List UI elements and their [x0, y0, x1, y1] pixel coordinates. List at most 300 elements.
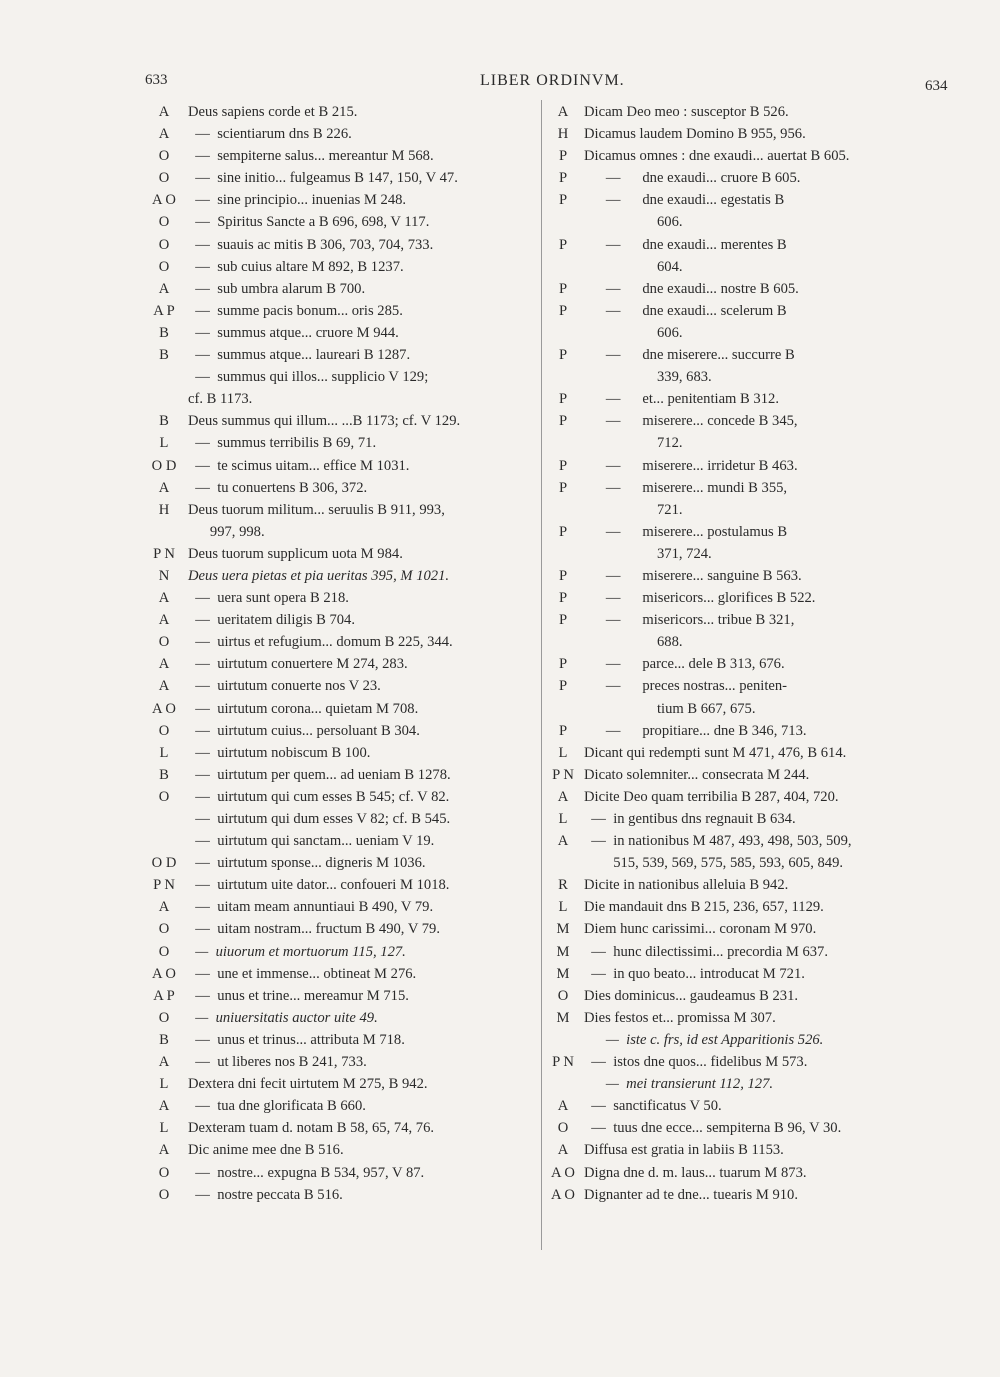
index-entry	[140, 256, 535, 278]
entry-text: Deus tuorum militum... seruulis B 911, 993,	[188, 501, 445, 518]
entry-siglum: P	[558, 347, 568, 364]
entry-siglum	[542, 852, 584, 874]
index-entry	[140, 344, 535, 366]
entry-siglum: L	[159, 1076, 169, 1093]
index-entry	[140, 742, 535, 764]
page-number-right: 634	[925, 78, 948, 94]
entry-siglum: P	[558, 391, 568, 408]
index-entry	[140, 1007, 535, 1029]
index-entry	[542, 300, 950, 322]
index-entry	[542, 896, 950, 918]
index-entry	[542, 698, 950, 720]
entry-text: — in quo beato... introducat M 721.	[584, 965, 805, 982]
entry-text: — suauis ac mitis B 306, 703, 704, 733.	[188, 236, 434, 253]
entry-text: Dignanter ad te dne... tuearis M 910.	[584, 1186, 798, 1203]
index-entry	[542, 1007, 950, 1029]
entry-text: — uirtutum uite dator... confoueri M 1018.	[188, 877, 450, 894]
entry-siglum	[542, 698, 584, 720]
entry-text: — uirtutum nobiscum B 100.	[188, 744, 371, 761]
entry-siglum	[542, 499, 584, 521]
entry-text: Dextera dni fecit uirtutem M 275, B 942.	[188, 1076, 428, 1093]
entry-siglum: A	[557, 104, 569, 120]
entry-text: — in nationibus M 487, 493, 498, 503, 509,	[584, 833, 852, 850]
index-entry	[140, 543, 535, 565]
entry-siglum: O	[158, 634, 170, 651]
entry-text: — tua dne glorificata B 660.	[188, 1098, 366, 1115]
entry-siglum: N	[158, 567, 170, 584]
entry-siglum: A	[557, 833, 569, 850]
entry-siglum: P	[558, 413, 568, 430]
entry-siglum: P	[558, 678, 568, 695]
entry-text: — preces nostras... peniten-	[584, 678, 788, 695]
index-entry	[140, 963, 535, 985]
entry-siglum	[542, 366, 584, 388]
entry-text: — summus atque... laureari B 1287.	[188, 347, 411, 364]
index-entry	[542, 477, 950, 499]
index-entry	[542, 1117, 950, 1139]
entry-text: Diem hunc carissimi... coronam M 970.	[584, 921, 817, 938]
entry-siglum: B	[159, 1031, 169, 1048]
entry-text: Deus sapiens corde et B 215.	[188, 104, 358, 120]
index-entry	[140, 896, 535, 918]
index-entry	[140, 985, 535, 1007]
entry-siglum: M	[556, 965, 570, 982]
entry-text: — dne exaudi... egestatis B	[584, 192, 785, 209]
entry-siglum: O	[158, 258, 170, 275]
index-entry	[542, 918, 950, 940]
entry-siglum: A	[158, 899, 170, 916]
index-entry	[542, 322, 950, 344]
entry-siglum: P	[558, 148, 568, 165]
entry-text: tium B 667, 675.	[584, 700, 756, 717]
index-entry	[140, 322, 535, 344]
index-entry	[542, 941, 950, 963]
entry-siglum: B	[159, 324, 169, 341]
entry-siglum: A	[158, 1054, 170, 1071]
entry-siglum: P	[558, 192, 568, 209]
entry-text: — summus atque... cruore M 944.	[188, 324, 399, 341]
entry-siglum: A O	[551, 1164, 575, 1181]
index-entry	[140, 366, 535, 388]
entry-text: — misericors... glorifices B 522.	[584, 590, 816, 607]
entry-siglum: M	[556, 921, 570, 938]
index-entry	[542, 985, 950, 1007]
entry-siglum: O	[158, 236, 170, 253]
index-entry	[140, 587, 535, 609]
entry-text: — propitiare... dne B 346, 713.	[584, 722, 807, 739]
index-entry	[542, 963, 950, 985]
entry-text: — sub cuius altare M 892, B 1237.	[188, 258, 404, 275]
entry-text: — parce... dele B 313, 676.	[584, 656, 785, 673]
index-entry	[140, 123, 535, 145]
entry-text: — une et immense... obtineat M 276.	[188, 965, 417, 982]
entry-siglum: H	[557, 126, 569, 143]
entry-text: 606.	[584, 324, 683, 341]
entry-text: — summe pacis bonum... oris 285.	[188, 302, 403, 319]
entry-text: — misericors... tribue B 321,	[584, 612, 795, 629]
entry-siglum: P	[558, 567, 568, 584]
entry-text: — uirtus et refugium... domum B 225, 344.	[188, 634, 453, 651]
index-entry	[140, 278, 535, 300]
entry-siglum: O	[158, 722, 170, 739]
index-entry	[140, 167, 535, 189]
entry-siglum: L	[558, 744, 568, 761]
index-entry	[542, 189, 950, 211]
index-entry	[140, 189, 535, 211]
entry-text: — miserere... postulamus B	[584, 523, 788, 540]
index-entry	[140, 1073, 535, 1095]
index-entry	[140, 499, 535, 521]
entry-text: — ut liberes nos B 241, 733.	[188, 1054, 367, 1071]
index-entry	[140, 609, 535, 631]
entry-siglum: M	[556, 1009, 570, 1026]
index-entry	[140, 455, 535, 477]
index-entry	[140, 830, 535, 852]
entry-text: — sine principio... inuenias M 248.	[188, 192, 407, 209]
entry-text: — tu conuertens B 306, 372.	[188, 479, 368, 496]
index-entry	[542, 808, 950, 830]
entry-text: — dne exaudi... scelerum B	[584, 302, 787, 319]
entry-siglum: B	[159, 347, 169, 364]
index-entry	[542, 543, 950, 565]
entry-text: Digna dne d. m. laus... tuarum M 873.	[584, 1164, 807, 1181]
entry-siglum: O	[158, 1186, 170, 1203]
entry-text: — in gentibus dns regnauit B 634.	[584, 811, 796, 827]
entry-siglum: A O	[152, 192, 176, 209]
entry-siglum: L	[159, 744, 169, 761]
entry-siglum	[542, 322, 584, 344]
entry-siglum: P N	[552, 766, 574, 783]
index-entry	[542, 211, 950, 233]
entry-text: — unus et trine... mereamur M 715.	[188, 987, 409, 1004]
entry-text: Dicato solemniter... consecrata M 244.	[584, 766, 810, 783]
index-entry	[140, 1051, 535, 1073]
entry-text: — tuus dne ecce... sempiterna B 96, V 30.	[584, 1120, 842, 1137]
entry-text: Dicamus omnes : dne exaudi... auertat B 605.	[584, 148, 850, 165]
entry-siglum	[542, 1029, 584, 1051]
entry-siglum: P	[558, 656, 568, 673]
entry-text: — uera sunt opera B 218.	[188, 590, 349, 607]
entry-siglum: O D	[151, 855, 177, 872]
entry-text: — sine initio... fulgeamus B 147, 150, V 47.	[188, 170, 458, 187]
index-entry	[140, 565, 535, 587]
entry-siglum: P	[558, 590, 568, 607]
entry-text: — mei transierunt 112, 127.	[584, 1076, 774, 1093]
entry-text: — uitam nostram... fructum B 490, V 79.	[188, 921, 440, 938]
index-entry	[140, 1029, 535, 1051]
index-entry	[140, 764, 535, 786]
entry-siglum	[140, 830, 188, 852]
entry-text: — uirtutum conuerte nos V 23.	[188, 678, 381, 695]
entry-text: Dic anime mee dne B 516.	[188, 1142, 344, 1159]
index-entry	[140, 852, 535, 874]
entry-siglum: A	[158, 590, 170, 607]
index-entry	[542, 1051, 950, 1073]
entry-text: Deus tuorum supplicum uota M 984.	[188, 545, 403, 562]
entry-siglum	[542, 256, 584, 278]
index-entry	[140, 1117, 535, 1139]
entry-text: Dicam Deo meo : susceptor B 526.	[584, 104, 789, 120]
index-entry	[140, 698, 535, 720]
index-entry	[542, 455, 950, 477]
index-entry	[542, 145, 950, 167]
entry-text: — uirtutum per quem... ad ueniam B 1278.	[188, 766, 451, 783]
index-entry	[542, 852, 950, 874]
entry-siglum: O	[557, 987, 569, 1004]
entry-text: — uirtutum qui cum esses B 545; cf. V 82.	[188, 788, 450, 805]
index-entry	[140, 234, 535, 256]
index-entry	[140, 388, 535, 410]
index-entry	[542, 1139, 950, 1161]
index-entry	[140, 1184, 535, 1206]
entry-text: 606.	[584, 214, 683, 231]
entry-siglum	[140, 521, 188, 543]
page-number-left: 633	[145, 72, 168, 88]
index-entry	[542, 167, 950, 189]
entry-siglum: O	[158, 1164, 170, 1181]
entry-siglum: B	[159, 766, 169, 783]
entry-text: — uirtutum qui sanctam... ueniam V 19.	[188, 833, 435, 850]
entry-siglum: A	[557, 1142, 569, 1159]
entry-text: — uitam meam annuntiaui B 490, V 79.	[188, 899, 434, 916]
index-entry	[140, 410, 535, 432]
entry-text: — uirtutum conuertere M 274, 283.	[188, 656, 408, 673]
entry-siglum: O	[557, 1120, 569, 1137]
entry-siglum: R	[558, 877, 568, 894]
entry-siglum: P	[558, 457, 568, 474]
entry-text: — hunc dilectissimi... precordia M 637.	[584, 943, 828, 960]
index-entry	[140, 1139, 535, 1161]
entry-text: — miserere... concede B 345,	[584, 413, 798, 430]
index-entry	[542, 1095, 950, 1117]
index-entry	[542, 565, 950, 587]
index-entry	[140, 808, 535, 830]
entry-siglum: M	[556, 943, 570, 960]
entry-text: 997, 998.	[188, 523, 265, 540]
entry-text: — Spiritus Sancte a B 696, 698, V 117.	[188, 214, 430, 231]
entry-text: — sanctificatus V 50.	[584, 1098, 722, 1115]
entry-siglum: A P	[153, 987, 175, 1004]
index-entry	[140, 918, 535, 940]
entry-text: — uirtutum corona... quietam M 708.	[188, 700, 419, 717]
index-entry	[542, 278, 950, 300]
entry-siglum: A	[158, 479, 170, 496]
entry-siglum: O	[158, 921, 170, 938]
entry-siglum: P	[558, 302, 568, 319]
entry-siglum	[542, 432, 584, 454]
entry-siglum: O	[158, 1009, 170, 1026]
entry-siglum: A O	[551, 1186, 575, 1203]
entry-siglum: A	[158, 612, 170, 629]
entry-siglum: H	[158, 501, 170, 518]
entry-siglum: O	[158, 170, 170, 187]
index-entry	[542, 366, 950, 388]
entry-text: — scientiarum dns B 226.	[188, 126, 352, 143]
index-entry	[140, 720, 535, 742]
entry-siglum: L	[558, 899, 568, 916]
entry-text: Dies festos et... promissa M 307.	[584, 1009, 776, 1026]
entry-siglum: B	[159, 413, 169, 430]
entry-text: — miserere... mundi B 355,	[584, 479, 788, 496]
index-entry	[542, 675, 950, 697]
entry-text: — et... penitentiam B 312.	[584, 391, 779, 408]
index-entry	[140, 521, 535, 543]
index-entry	[140, 1162, 535, 1184]
entry-siglum: A O	[152, 700, 176, 717]
entry-text: — dne exaudi... nostre B 605.	[584, 280, 799, 297]
entry-siglum	[140, 808, 188, 830]
entry-siglum: A	[158, 656, 170, 673]
entry-siglum: P N	[552, 1054, 574, 1071]
index-entry	[140, 477, 535, 499]
entry-text: — miserere... sanguine B 563.	[584, 567, 802, 584]
index-entry	[542, 499, 950, 521]
entry-siglum: A	[158, 104, 170, 120]
entry-text: Dexteram tuam d. notam B 58, 65, 74, 76.	[188, 1120, 435, 1137]
index-entry	[542, 587, 950, 609]
index-entry	[542, 432, 950, 454]
entry-text: Dies dominicus... gaudeamus B 231.	[584, 987, 799, 1004]
entry-text: cf. B 1173.	[188, 391, 253, 408]
entry-siglum	[542, 1073, 584, 1095]
index-entry	[542, 764, 950, 786]
entry-siglum: A	[557, 788, 569, 805]
entry-text: Dicite Deo quam terribilia B 287, 404, 720.	[584, 788, 839, 805]
index-entry	[542, 388, 950, 410]
entry-text: Dicite in nationibus alleluia B 942.	[584, 877, 789, 894]
index-entry	[542, 344, 950, 366]
entry-text: — uirtutum qui dum esses V 82; cf. B 545.	[188, 811, 451, 827]
index-entry	[542, 410, 950, 432]
index-entry	[140, 1095, 535, 1117]
entry-siglum	[542, 211, 584, 233]
entry-text: — uirtutum cuius... persoluant B 304.	[188, 722, 420, 739]
entry-siglum: A	[158, 678, 170, 695]
entry-siglum: P N	[153, 877, 175, 894]
index-entry	[140, 631, 535, 653]
index-entry	[140, 211, 535, 233]
index-entry	[542, 786, 950, 808]
index-entry	[140, 145, 535, 167]
index-entry	[542, 830, 950, 852]
index-entry	[542, 1029, 950, 1051]
entry-siglum: P N	[153, 545, 175, 562]
entry-text: — dne exaudi... cruore B 605.	[584, 170, 801, 187]
index-entry	[542, 101, 950, 123]
entry-siglum: A	[557, 1098, 569, 1115]
index-entry	[140, 675, 535, 697]
index-entry	[542, 256, 950, 278]
entry-text: — sub umbra alarum B 700.	[188, 280, 366, 297]
entry-siglum: L	[159, 435, 169, 452]
entry-siglum: P	[558, 479, 568, 496]
entry-text: — uiuorum et mortuorum 115, 127.	[188, 943, 406, 960]
entry-text: — istos dne quos... fidelibus M 573.	[584, 1054, 808, 1071]
right-column	[542, 101, 950, 1206]
entry-text: — summus qui illos... supplicio V 129;	[188, 369, 429, 386]
entry-text: — uirtutum sponse... digneris M 1036.	[188, 855, 426, 872]
entry-siglum: O	[158, 214, 170, 231]
entry-text: — miserere... irridetur B 463.	[584, 457, 798, 474]
entry-text: Die mandauit dns B 215, 236, 657, 1129.	[584, 899, 824, 916]
index-entry	[542, 521, 950, 543]
index-entry	[542, 720, 950, 742]
entry-siglum: L	[558, 811, 568, 827]
entry-text: 371, 724.	[584, 545, 712, 562]
entry-siglum	[542, 631, 584, 653]
index-entry	[542, 631, 950, 653]
index-entry	[542, 234, 950, 256]
entry-siglum: P	[558, 280, 568, 297]
entry-siglum: A P	[153, 302, 175, 319]
entry-siglum	[140, 366, 188, 388]
entry-text: — te scimus uitam... effice M 1031.	[188, 457, 410, 474]
entry-text: — sempiterne salus... mereantur M 568.	[188, 148, 434, 165]
entry-text: Dicamus laudem Domino B 955, 956.	[584, 126, 806, 143]
entry-text: 515, 539, 569, 575, 585, 593, 605, 849.	[584, 855, 844, 872]
entry-siglum	[542, 543, 584, 565]
entry-siglum: A	[158, 280, 170, 297]
index-entry	[542, 1184, 950, 1206]
index-entry	[542, 123, 950, 145]
entry-text: 339, 683.	[584, 369, 712, 386]
entry-siglum: A O	[152, 965, 176, 982]
index-entry	[140, 874, 535, 896]
entry-siglum: P	[558, 722, 568, 739]
entry-text: — uniuersitatis auctor uite 49.	[188, 1009, 378, 1026]
entry-text: Dicant qui redempti sunt M 471, 476, B 614.	[584, 744, 847, 761]
index-entry	[140, 941, 535, 963]
index-entry	[542, 742, 950, 764]
index-entry	[542, 609, 950, 631]
entry-text: — nostre peccata B 516.	[188, 1186, 343, 1203]
entry-text: — ueritatem diligis B 704.	[188, 612, 356, 629]
entry-siglum: O D	[151, 457, 177, 474]
entry-text: Diffusa est gratia in labiis B 1153.	[584, 1142, 784, 1159]
entry-siglum: O	[158, 148, 170, 165]
entry-text: — nostre... expugna B 534, 957, V 87.	[188, 1164, 425, 1181]
index-entry	[542, 874, 950, 896]
index-entry	[542, 1073, 950, 1095]
entry-text: 604.	[584, 258, 683, 275]
entry-siglum: A	[158, 1098, 170, 1115]
entry-siglum: P	[558, 523, 568, 540]
entry-siglum: P	[558, 170, 568, 187]
entry-text: — summus terribilis B 69, 71.	[188, 435, 377, 452]
entry-text: — dne miserere... succurre B	[584, 347, 795, 364]
index-entry	[140, 101, 535, 123]
left-column	[140, 101, 535, 1206]
entry-siglum: P	[558, 612, 568, 629]
entry-siglum: A	[158, 1142, 170, 1159]
index-entry	[542, 653, 950, 675]
entry-siglum: P	[558, 236, 568, 253]
entry-text: Deus uera pietas et pia ueritas 395, M 1021.	[188, 567, 450, 584]
entry-text: 688.	[584, 634, 683, 651]
running-title: LIBER ORDINVM.	[480, 72, 625, 89]
entry-text: Deus summus qui illum... ...B 1173; cf. V 129.	[188, 413, 461, 430]
entry-siglum	[140, 388, 188, 410]
index-entry	[140, 786, 535, 808]
entry-siglum: L	[159, 1120, 169, 1137]
entry-text: 712.	[584, 435, 683, 452]
index-entry	[140, 300, 535, 322]
entry-text: — iste c. frs, id est Apparitionis 526.	[584, 1031, 824, 1048]
index-entry	[140, 432, 535, 454]
entry-siglum: O	[158, 788, 170, 805]
entry-siglum: A	[158, 126, 170, 143]
entry-siglum: O	[158, 943, 170, 960]
